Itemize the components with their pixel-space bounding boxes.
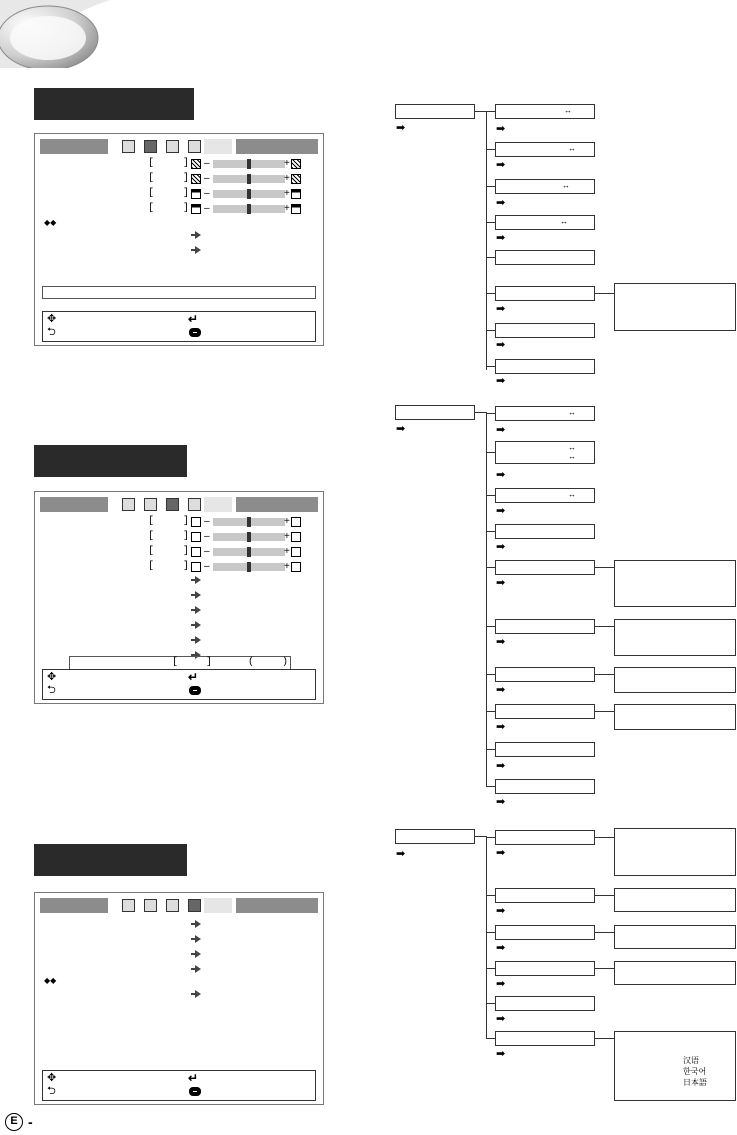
flow-arrow-icon: ➡	[496, 339, 506, 351]
minus-sign: –	[204, 173, 210, 184]
v-position-icon	[291, 562, 301, 572]
flow-arrow-icon: ➡	[396, 423, 406, 435]
language-chinese: 汉语	[683, 1056, 699, 1065]
flow-arrow-icon: ➡	[496, 541, 506, 553]
bracket-open: [	[148, 173, 155, 184]
bracket-open: [	[148, 546, 155, 557]
option-box	[614, 667, 736, 693]
square-icon	[191, 204, 201, 214]
screen-icon	[122, 498, 135, 511]
submenu-arrow-icon[interactable]	[195, 231, 201, 239]
item-box	[495, 488, 595, 503]
item-box	[495, 830, 595, 845]
guide-bar	[42, 669, 316, 700]
option-box	[614, 925, 736, 949]
double-arrow-icon: ↔	[568, 144, 576, 153]
h-position-icon	[191, 547, 201, 557]
menu-screen-panel-1	[34, 133, 324, 346]
v-position-icon	[191, 562, 201, 572]
plus-sign: +	[284, 561, 290, 572]
menu-bar	[40, 898, 318, 913]
pattern-icon	[291, 174, 301, 184]
menu-button-icon	[189, 1087, 201, 1096]
slider[interactable]	[213, 160, 285, 168]
item-box	[495, 142, 595, 157]
bracket-close: ]	[183, 158, 190, 169]
double-arrow-icon: ↔	[568, 408, 576, 417]
bracket-open: [	[148, 516, 155, 527]
options-icon	[188, 140, 201, 153]
plus-sign: +	[284, 188, 290, 199]
menu-button-icon	[189, 686, 201, 695]
double-arrow-icon: ↔	[568, 452, 576, 461]
language-option-box	[614, 1031, 736, 1101]
page-dash: -	[28, 1114, 33, 1130]
enter-icon: ↵	[188, 312, 199, 326]
pattern-icon	[191, 159, 201, 169]
item-box	[495, 779, 595, 794]
root-box	[395, 405, 475, 420]
flow-arrow-icon: ➡	[496, 1013, 506, 1025]
flow-arrow-icon: ➡	[496, 159, 506, 171]
plus-sign: +	[284, 546, 290, 557]
paren-open: (	[248, 657, 255, 668]
option-box	[614, 283, 736, 331]
bracket-close: ]	[206, 657, 213, 668]
flow-arrow-icon: ➡	[496, 375, 506, 387]
item-box	[495, 524, 595, 539]
item-box	[495, 619, 595, 634]
paren-close: )	[282, 657, 289, 668]
menu-button-icon	[189, 328, 201, 337]
square-icon	[291, 189, 301, 199]
bracket-open: [	[148, 561, 155, 572]
slider[interactable]	[213, 175, 285, 183]
plus-sign: +	[284, 516, 290, 527]
item-box	[495, 1031, 595, 1046]
option-box	[614, 888, 736, 912]
picture-icon	[144, 899, 157, 912]
section-header-3	[34, 844, 187, 876]
bracket-close: ]	[183, 531, 190, 542]
plus-sign: +	[284, 158, 290, 169]
enter-icon: ↵	[188, 1071, 199, 1085]
fine-sync-icon	[166, 140, 179, 153]
picture-icon	[144, 498, 157, 511]
plus-sign: +	[284, 203, 290, 214]
nav-pad-icon: ✥	[47, 671, 57, 683]
option-box	[614, 560, 736, 607]
submenu-arrow-icon[interactable]	[195, 950, 201, 958]
item-box	[495, 215, 595, 230]
flow-arrow-icon: ➡	[496, 469, 506, 481]
flow-arrow-icon: ➡	[496, 796, 506, 808]
options-icon	[188, 899, 201, 912]
slider-knob[interactable]	[247, 532, 251, 542]
option-box	[614, 828, 736, 876]
guide-bar	[42, 1070, 316, 1101]
submenu-arrow-icon[interactable]	[195, 591, 201, 599]
clock-icon	[291, 517, 301, 527]
submenu-arrow-icon[interactable]	[195, 636, 201, 644]
page-letter: E	[10, 1115, 18, 1127]
nav-pad-icon: ✥	[47, 313, 57, 325]
minus-sign: –	[204, 203, 210, 214]
item-box	[495, 704, 595, 719]
status-field	[42, 286, 316, 299]
lr-select-icon: ◆◆	[44, 218, 57, 227]
bracket-open: [	[148, 158, 155, 169]
options-icon	[188, 498, 201, 511]
slider[interactable]	[213, 533, 285, 541]
root-box	[395, 829, 475, 844]
item-box	[495, 323, 595, 338]
menu-bar	[40, 139, 318, 154]
return-icon: ⮌	[47, 326, 56, 338]
flow-arrow-icon: ➡	[496, 760, 506, 772]
section-header-1	[34, 88, 194, 120]
item-box	[495, 560, 595, 575]
menu-screen-panel-2	[34, 491, 324, 704]
item-box	[495, 359, 595, 374]
flow-arrow-icon: ➡	[496, 905, 506, 917]
minus-sign: –	[204, 531, 210, 542]
submenu-arrow-icon[interactable]	[195, 246, 201, 254]
square-icon	[291, 204, 301, 214]
item-box	[495, 925, 595, 940]
screen-icon	[122, 140, 135, 153]
bracket-close: ]	[183, 516, 190, 527]
submenu-arrow-icon[interactable]	[195, 621, 201, 629]
return-icon: ⮌	[47, 684, 56, 696]
flow-arrow-icon: ➡	[496, 303, 506, 315]
resolution-field	[69, 656, 291, 670]
item-box	[495, 996, 595, 1011]
double-arrow-icon: ↔	[568, 490, 576, 499]
flow-arrow-icon: ➡	[496, 942, 506, 954]
flow-arrow-icon: ➡	[396, 848, 406, 860]
bracket-open: [	[172, 657, 179, 668]
flow-arrow-icon: ➡	[496, 684, 506, 696]
language-korean: 한국어	[683, 1067, 707, 1076]
slider-knob[interactable]	[247, 159, 251, 169]
item-box	[495, 250, 595, 265]
root-box	[395, 104, 475, 119]
slider-knob[interactable]	[247, 547, 251, 557]
submenu-arrow-icon[interactable]	[195, 990, 201, 998]
screen-icon	[122, 899, 135, 912]
bracket-close: ]	[183, 546, 190, 557]
slider[interactable]	[213, 548, 285, 556]
slider-knob[interactable]	[247, 204, 251, 214]
bracket-close: ]	[183, 173, 190, 184]
double-arrow-icon: ↔	[560, 217, 568, 226]
double-arrow-icon: ↔	[564, 106, 572, 115]
minus-sign: –	[204, 516, 210, 527]
bracket-open: [	[148, 531, 155, 542]
flow-arrow-icon: ➡	[496, 847, 506, 859]
submenu-arrow-icon[interactable]	[195, 606, 201, 614]
double-arrow-icon: ↔	[562, 181, 570, 190]
slider[interactable]	[213, 563, 285, 571]
clock-icon	[191, 517, 201, 527]
fine-sync-icon	[166, 899, 179, 912]
slider-knob[interactable]	[247, 174, 251, 184]
fine-sync-icon	[166, 498, 179, 511]
section-header-2	[34, 445, 187, 477]
slider[interactable]	[213, 205, 285, 213]
minus-sign: –	[204, 546, 210, 557]
corner-decoration	[0, 0, 110, 68]
slider-knob[interactable]	[247, 562, 251, 572]
nav-pad-icon: ✥	[47, 1072, 57, 1084]
square-icon	[191, 189, 201, 199]
submenu-arrow-icon[interactable]	[195, 920, 201, 928]
item-box	[495, 104, 595, 119]
bracket-close: ]	[183, 188, 190, 199]
slider[interactable]	[213, 518, 285, 526]
submenu-arrow-icon[interactable]	[195, 935, 201, 943]
return-icon: ⮌	[47, 1085, 56, 1097]
item-box	[495, 888, 595, 903]
item-box	[495, 179, 595, 194]
item-box	[495, 406, 595, 421]
flow-arrow-icon: ➡	[496, 505, 506, 517]
option-box	[614, 619, 736, 656]
minus-sign: –	[204, 561, 210, 572]
guide-bar	[42, 311, 316, 342]
phase-icon	[291, 532, 301, 542]
phase-icon	[191, 532, 201, 542]
minus-sign: –	[204, 158, 210, 169]
minus-sign: –	[204, 188, 210, 199]
item-box	[495, 441, 595, 464]
item-box	[495, 961, 595, 976]
menu-screen-panel-3	[34, 892, 324, 1105]
h-position-icon	[291, 547, 301, 557]
plus-sign: +	[284, 173, 290, 184]
page-marker	[5, 1113, 23, 1131]
pattern-icon	[291, 159, 301, 169]
flow-arrow-icon: ➡	[496, 1048, 506, 1060]
option-box	[614, 704, 736, 730]
slider-knob[interactable]	[247, 517, 251, 527]
bracket-close: ]	[183, 561, 190, 572]
flow-arrow-icon: ➡	[496, 636, 506, 648]
bracket-close: ]	[183, 203, 190, 214]
submenu-arrow-icon[interactable]	[195, 576, 201, 584]
flow-arrow-icon: ➡	[496, 721, 506, 733]
pattern-icon	[191, 174, 201, 184]
submenu-arrow-icon[interactable]	[195, 965, 201, 973]
plus-sign: +	[284, 531, 290, 542]
flow-arrow-icon: ➡	[396, 122, 406, 134]
flow-arrow-icon: ➡	[496, 978, 506, 990]
flow-arrow-icon: ➡	[496, 197, 506, 209]
slider-knob[interactable]	[247, 189, 251, 199]
enter-icon: ↵	[188, 670, 199, 684]
menu-bar	[40, 497, 318, 512]
flow-arrow-icon: ➡	[496, 123, 506, 135]
lr-select-icon: ◆◆	[44, 976, 57, 985]
flow-arrow-icon: ➡	[496, 577, 506, 589]
double-arrow-icon: ↔	[568, 443, 576, 452]
picture-icon	[144, 140, 157, 153]
bracket-open: [	[148, 188, 155, 199]
flow-arrow-icon: ➡	[496, 424, 506, 436]
language-japanese: 日本語	[683, 1078, 707, 1087]
option-box	[614, 961, 736, 985]
flow-arrow-icon: ➡	[496, 232, 506, 244]
bracket-open: [	[148, 203, 155, 214]
slider[interactable]	[213, 190, 285, 198]
item-box	[495, 667, 595, 682]
item-box	[495, 286, 595, 301]
item-box	[495, 742, 595, 757]
